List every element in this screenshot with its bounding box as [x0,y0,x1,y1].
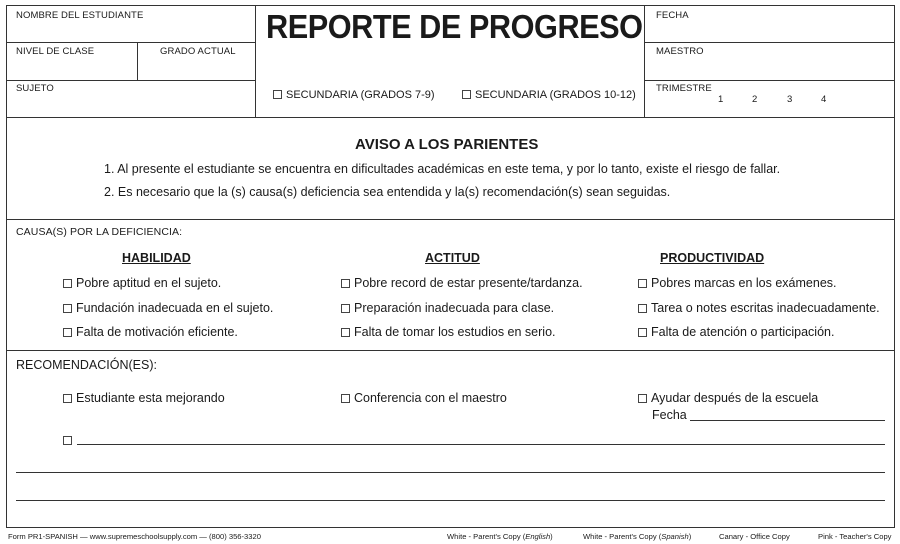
rec-other-line[interactable] [77,444,885,445]
notice-title: AVISO A LOS PARIENTES [355,136,539,153]
rec-teacher-conference[interactable]: Conferencia con el maestro [341,391,507,405]
page-title: REPORTE DE PROGRESO [266,8,643,45]
heading-attitude: ACTITUD [425,251,480,265]
notice-bottom-line [6,219,895,220]
cause-ability-3[interactable]: Falta de motivación eficiente. [63,325,238,339]
student-name-field[interactable]: NOMBRE DEL ESTUDIANTE [16,10,144,21]
checkbox[interactable] [63,328,72,337]
cause-productivity-1[interactable]: Pobres marcas en los exámenes. [638,276,837,290]
secondary-10-12-option[interactable]: SECUNDARIA (GRADOS 10-12) [462,89,636,101]
causes-bottom-line [6,350,895,351]
checkbox[interactable] [63,279,72,288]
checkbox[interactable] [638,279,647,288]
subject-field[interactable]: SUJETO [16,83,54,94]
checkbox[interactable] [63,436,72,445]
class-level-field[interactable]: NIVEL DE CLASE [16,46,95,57]
notice-line-1: 1. Al presente el estudiante se encuentra en dificultades académicas en este tema, y por lo tanto, existe el riesgo de fallar. [104,162,781,176]
recommendations-label: RECOMENDACIÓN(ES): [16,358,157,372]
header-row-line-1-right [644,42,895,43]
write-line-2[interactable] [16,500,885,501]
rec-other-option[interactable] [63,433,76,447]
checkbox[interactable] [63,394,72,403]
checkbox[interactable] [341,304,350,313]
checkbox[interactable] [462,90,471,99]
cause-ability-1[interactable]: Pobre aptitud en el sujeto. [63,276,221,290]
header-row-line-1-left [6,42,255,43]
trimester-label: TRIMESTRE [656,83,712,94]
heading-productivity: PRODUCTIVIDAD [660,251,765,265]
footer-copy-office: Canary - Office Copy [719,532,790,541]
date-field[interactable]: FECHA [656,10,689,21]
checkbox[interactable] [638,328,647,337]
rec-after-school-help[interactable]: Ayudar después de la escuela [638,391,818,405]
checkbox[interactable] [341,394,350,403]
header-row-line-2-left [6,80,255,81]
heading-ability: HABILIDAD [122,251,191,265]
trimester-option-3[interactable]: 3 [787,94,793,105]
rec-student-improving[interactable]: Estudiante esta mejorando [63,391,225,405]
rec-date-label: Fecha [652,408,687,422]
current-grade-field[interactable]: GRADO ACTUAL [160,46,236,57]
teacher-field[interactable]: MAESTRO [656,46,704,57]
checkbox[interactable] [63,304,72,313]
cause-productivity-3[interactable]: Falta de atención o participación. [638,325,834,339]
footer-form-info: Form PR1-SPANISH — www.supremeschoolsupply.com — (800) 356-3320 [8,532,261,541]
class-grade-divider [137,42,138,80]
checkbox[interactable] [341,279,350,288]
header-bottom-line [6,117,895,118]
checkbox[interactable] [341,328,350,337]
rec-date-line[interactable] [690,420,885,421]
notice-line-2: 2. Es necesario que la (s) causa(s) deficiencia sea entendida y la(s) recomendación(s) sean seguidas. [104,185,671,199]
header-divider-right [644,5,645,117]
cause-attitude-3[interactable]: Falta de tomar los estudios en serio. [341,325,556,339]
footer-copy-teacher: Pink - Teacher's Copy [818,532,892,541]
checkbox[interactable] [638,304,647,313]
secondary-7-9-option[interactable]: SECUNDARIA (GRADOS 7-9) [273,89,435,101]
footer-copy-spanish: White - Parent's Copy (Spanish) [583,532,692,541]
trimester-option-1[interactable]: 1 [718,94,724,105]
trimester-option-2[interactable]: 2 [752,94,758,105]
progress-report-form [6,5,895,528]
header-row-line-2-right [644,80,895,81]
checkbox[interactable] [273,90,282,99]
cause-ability-2[interactable]: Fundación inadecuada en el sujeto. [63,301,273,315]
header-divider-left [255,5,256,117]
checkbox[interactable] [638,394,647,403]
trimester-option-4[interactable]: 4 [821,94,827,105]
cause-attitude-1[interactable]: Pobre record de estar presente/tardanza. [341,276,583,290]
cause-attitude-2[interactable]: Preparación inadecuada para clase. [341,301,554,315]
footer-copy-english: White - Parent's Copy (English) [447,532,553,541]
write-line-1[interactable] [16,472,885,473]
cause-productivity-2[interactable]: Tarea o notes escritas inadecuadamente. [638,301,880,315]
causes-label: CAUSA(S) POR LA DEFICIENCIA: [16,226,183,238]
